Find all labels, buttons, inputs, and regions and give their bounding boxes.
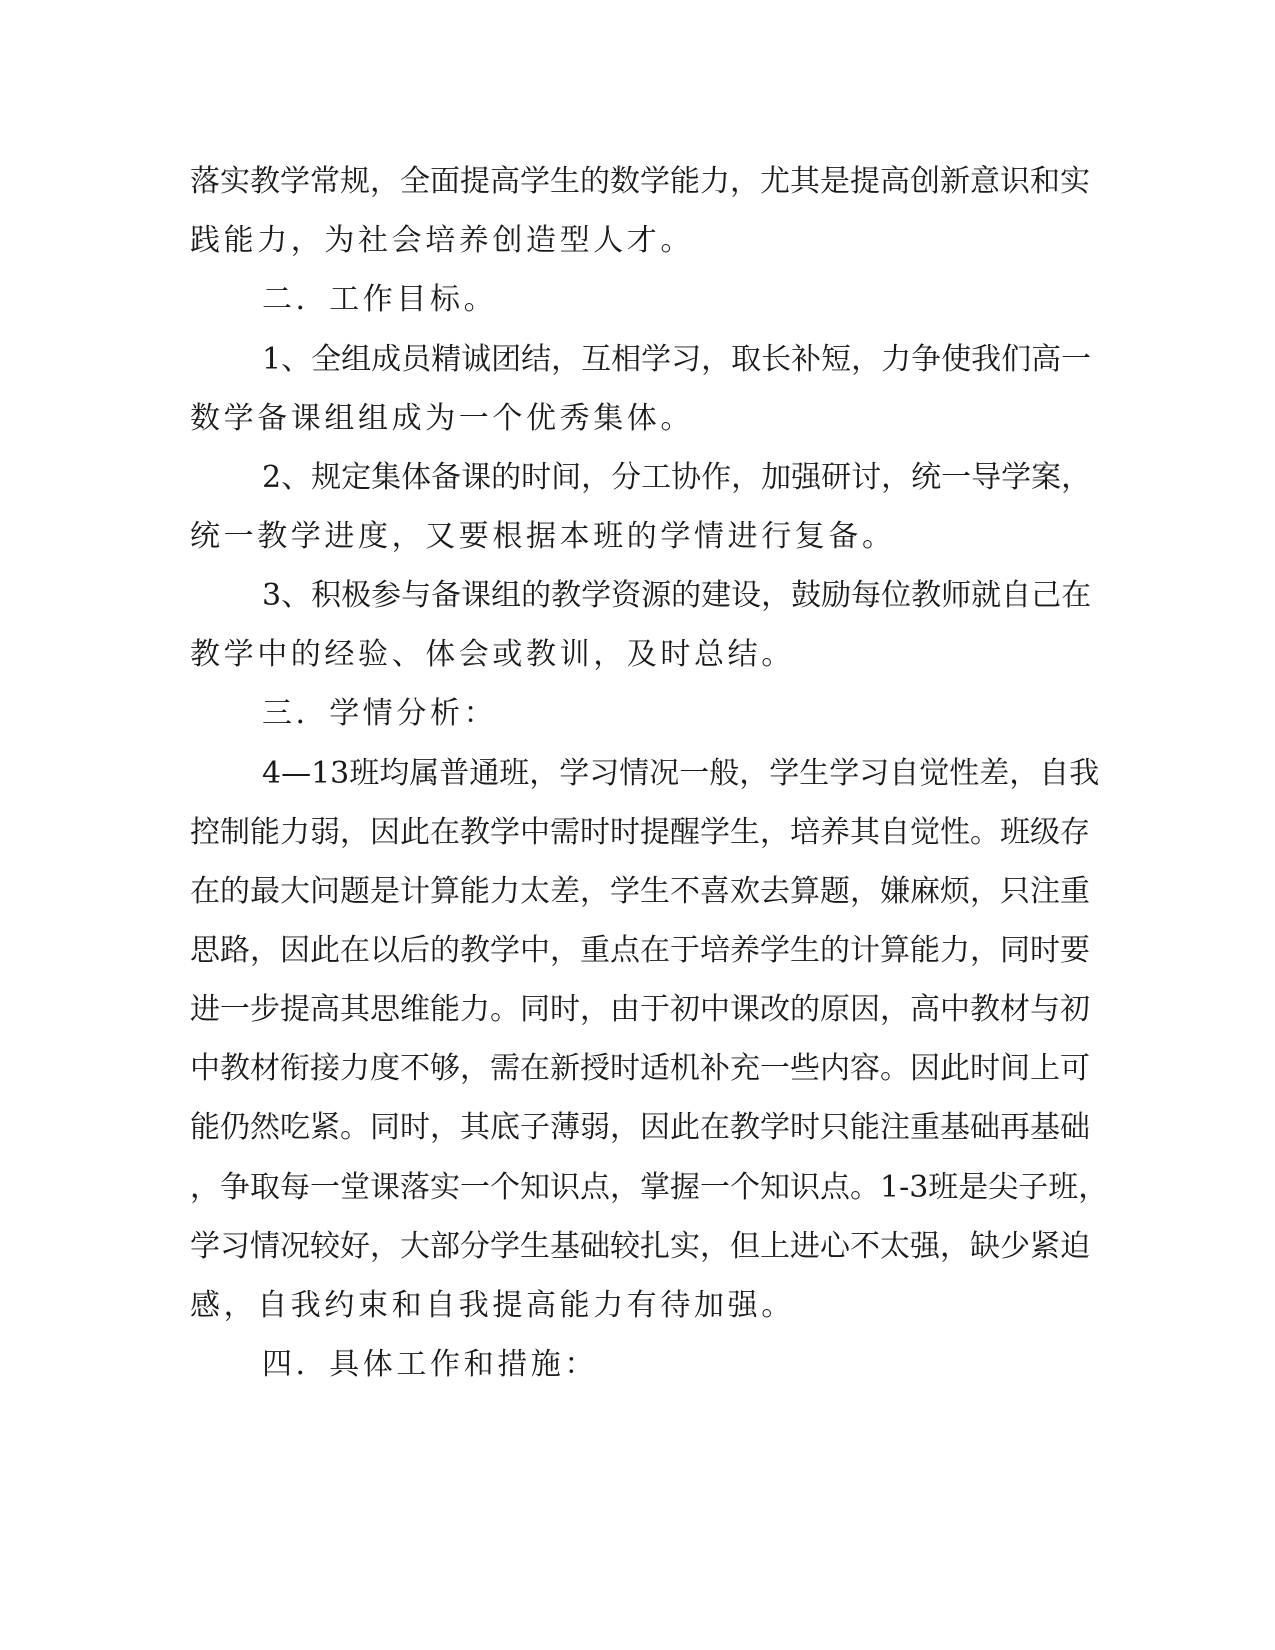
section-heading: 三．学情分析： — [262, 696, 498, 731]
paragraph-line: 践能力，为社会培养创造型人才。 — [190, 223, 694, 258]
paragraph-line: 统一教学进度，又要根据本班的学情进行复备。 — [190, 519, 896, 554]
paragraph-line: 2、规定集体备课的时间，分工协作，加强研讨，统一导学案， — [262, 460, 1092, 495]
paragraph-line: 4—13班均属普通班，学习情况一般，学生学习自觉性差，自我 — [262, 756, 1100, 791]
paragraph-line: 学习情况较好，大部分学生基础较扎实，但上进心不太强，缺少紧迫 — [190, 1229, 1090, 1264]
paragraph-line: 思路，因此在以后的教学中，重点在于培养学生的计算能力，同时要 — [190, 933, 1090, 968]
paragraph-line: 能仍然吃紧。同时，其底子薄弱，因此在教学时只能注重基础再基础 — [190, 1110, 1090, 1145]
section-heading: 二．工作目标。 — [262, 282, 498, 317]
paragraph-line: 3、积极参与备课组的教学资源的建设，鼓励每位教师就自己在 — [262, 578, 1092, 613]
paragraph-line: 中教材衔接力度不够，需在新授时适机补充一些内容。因此时间上可 — [190, 1051, 1090, 1086]
paragraph-line: 教学中的经验、体会或教训，及时总结。 — [190, 637, 795, 672]
paragraph-line: 数学备课组组成为一个优秀集体。 — [190, 401, 694, 436]
paragraph-line: 控制能力弱，因此在教学中需时时提醒学生，培养其自觉性。班级存 — [190, 815, 1090, 850]
paragraph-line: 感，自我约束和自我提高能力有待加强。 — [190, 1288, 795, 1323]
paragraph-line: 落实教学常规，全面提高学生的数学能力，尤其是提高创新意识和实 — [190, 164, 1090, 199]
paragraph-line: 1、全组成员精诚团结，互相学习，取长补短，力争使我们高一 — [262, 342, 1092, 377]
paragraph-line: ，争取每一堂课落实一个知识点，掌握一个知识点。1-3班是尖子班， — [190, 1170, 1109, 1205]
paragraph-line: 在的最大问题是计算能力太差，学生不喜欢去算题，嫌麻烦，只注重 — [190, 874, 1090, 909]
section-heading: 四．具体工作和措施： — [262, 1347, 598, 1382]
paragraph-line: 进一步提高其思维能力。同时，由于初中课改的原因，高中教材与初 — [190, 992, 1090, 1027]
